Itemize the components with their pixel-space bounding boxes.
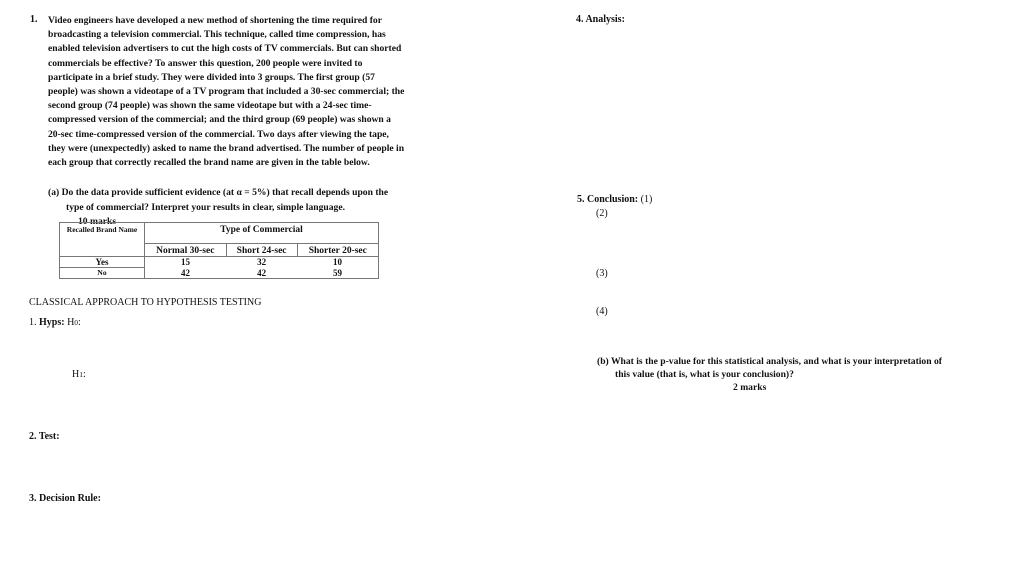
column-header: Short 24-sec	[226, 244, 297, 257]
table-cell: 15	[181, 257, 191, 268]
question-line: participate in a brief study. They were divided into 3 groups. The first group (57	[48, 71, 375, 83]
data-table	[59, 222, 379, 279]
part-b-marks: 2 marks	[733, 382, 767, 393]
h0-label: H0:	[67, 317, 81, 328]
hyps-number: 1.	[29, 317, 37, 328]
question-line: Video engineers have developed a new method of shortening the time required for	[48, 15, 382, 26]
table-cell: 59	[333, 267, 343, 278]
question-line: 20-sec time-compressed version of the commercial. Two days after viewing the tape,	[48, 128, 389, 140]
hypotheses-label	[29, 317, 81, 328]
column-header: Normal 30-sec	[145, 244, 227, 257]
type-header: Type of Commercial	[220, 225, 303, 235]
table-cell: 42	[257, 267, 267, 278]
test-label: 2. Test:	[29, 431, 60, 442]
section-title: CLASSICAL APPROACH TO HYPOTHESIS TESTING	[29, 297, 262, 308]
part-a-line: type of commercial? Interpret your results in clear, simple language. 10 marks	[48, 201, 388, 230]
analysis-label: 4. Analysis:	[576, 14, 625, 25]
conclusion-label: 5. Conclusion: (1)	[577, 194, 653, 205]
part-b-question	[597, 355, 942, 394]
question-text	[48, 14, 458, 170]
question-line: each group that correctly recalled the brand name are given in the table below.	[48, 157, 370, 169]
question-line: enabled television advertisers to cut the high costs of TV commercials. But can shorted	[48, 43, 402, 55]
table-row	[60, 257, 379, 268]
question-line: broadcasting a television commercial. This technique, called time compression, has	[48, 29, 386, 41]
h1-label: H1:	[72, 369, 86, 380]
question-line: people) was shown a videotape of a TV program that included a 30-sec commercial; the	[48, 86, 405, 98]
part-a-marks: 10 marks	[78, 216, 117, 227]
question-line: commercials be effective? To answer this question, 200 people were invited to	[48, 57, 363, 69]
column-header: Shorter 20-sec	[297, 244, 378, 257]
row-label: No	[60, 268, 145, 279]
question-line: second group (74 people) was shown the same videotape but with a 24-sec time-	[48, 100, 372, 112]
table-cell: 10	[333, 257, 343, 268]
part-b-line: (b) What is the p-value for this statistical analysis, and what is your interpretation of	[597, 356, 942, 367]
part-b-line: this value (that is, what is your conclusion)? 2 marks	[597, 368, 942, 394]
decision-rule-label: 3. Decision Rule:	[29, 493, 101, 504]
part-a-line: (a) Do the data provide sufficient evidence (at α = 5%) that recall depends upon the	[48, 187, 389, 198]
row-header: Recalled Brand Name	[60, 223, 145, 257]
conclusion-item-4: (4)	[596, 306, 608, 317]
question-line: they were (unexpectedly) asked to name the brand advertised. The number of people in	[48, 142, 405, 154]
conclusion-item-1: (1)	[640, 194, 653, 205]
table-cell: 42	[181, 267, 191, 278]
row-label: Yes	[60, 257, 145, 268]
conclusion-item-2: (2)	[596, 208, 608, 219]
hyps-title: Hyps:	[39, 317, 65, 328]
conclusion-item-3: (3)	[596, 268, 608, 279]
question-line: compressed version of the commercial; and the third group (69 people) was shown a	[48, 114, 391, 126]
table-row	[60, 268, 379, 279]
question-number: 1.	[30, 14, 38, 25]
table-cell: 32	[257, 257, 267, 268]
